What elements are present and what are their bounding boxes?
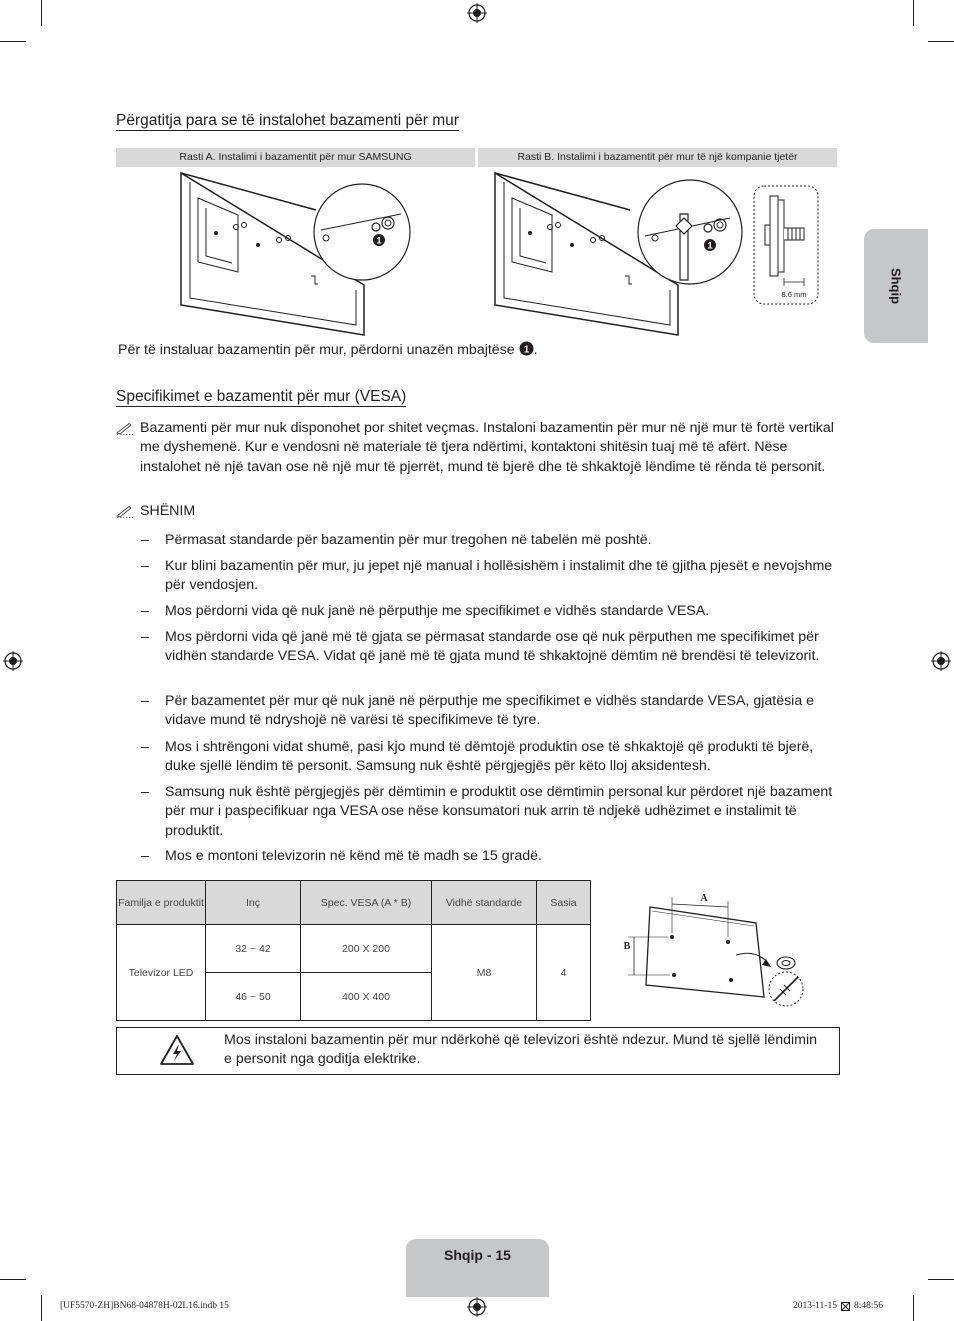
footer-timestamp: 2013-11-15 8:48:56	[793, 1301, 884, 1311]
table-header-cell: Vidhë standarde	[432, 881, 537, 925]
table-header-cell: Spec. VESA (A * B)	[301, 881, 432, 925]
case-a-header: Rasti A. Instalimi i bazamentit për mur SAMSUNG	[116, 148, 475, 167]
case-b-header: Rasti B. Instalimi i bazamentit për mur të një kompanie tjetër	[478, 148, 837, 167]
high-voltage-warning-icon	[159, 1034, 195, 1066]
warning-box	[116, 1027, 840, 1075]
list-dash: –	[141, 693, 149, 709]
table-cell-inch: 32 ~ 42	[206, 925, 301, 973]
pencil-memo-icon	[116, 423, 134, 435]
crop-mark	[41, 1295, 42, 1321]
list-item: Mos e montoni televizorin në kënd më të madh se 15 gradë.	[165, 848, 542, 864]
registration-mark-icon	[3, 651, 23, 671]
page-number-tab	[406, 1239, 549, 1297]
list-item: Mos i shtrëngoni vidat shumë, pasi kjo mund të dëmtojë produktin ose të shkaktojë që produkti të bjerë, duke sjellë lëndim të personit. Samsung nuk është përgjegjës për këto lloj aksidentesh.	[165, 739, 814, 775]
pencil-memo-icon	[116, 506, 134, 518]
list-dash: –	[141, 629, 149, 645]
table-cell-family: Televizor LED	[117, 925, 206, 1021]
list-item: Përmasat standarde për bazamentin për mur tregohen në tabelën më poshtë.	[165, 532, 652, 548]
list-dash: –	[141, 603, 149, 619]
note-wall-mount: Bazamenti për mur nuk disponohet por shitet veçmas. Instaloni bazamentin për mur në një mur të fortë vertikal me dyshemenë. Kur e vendosni në materiale të tjera ndërtimi, kontaktoni shitësin tuaj më të afërt. Nëse instalohet në një tavan ose në një mur të pjerrët, mund të bjerë dhe të shkaktojë lëndime të rënda të personit.	[140, 420, 834, 475]
section-title-vesa: Specifikimet e bazamentit për mur (VESA)	[116, 388, 407, 405]
table-row	[117, 925, 591, 973]
page-label: Shqip - 15	[444, 1247, 511, 1263]
crop-mark	[928, 41, 954, 42]
table-cell-vesa: 400 X 400	[301, 973, 432, 1021]
crop-mark	[0, 1279, 26, 1280]
list-item: Për bazamentet për mur që nuk janë në përputhje me specifikimet e vidhës standarde VESA, gjatësia e vidave mund të ndryshojë në varësi të specifikimeve të tyre.	[165, 693, 815, 729]
dimension-a-label: A	[700, 893, 708, 904]
marker-1: 1	[707, 240, 713, 251]
list-item: Mos përdorni vida që janë më të gjata se përmasat standarde ose që nuk përputhen me specifikimet për vidhën standarde VESA. Vidat që janë më të gjata mund të shkaktojnë dëmtim në brendësi të televizorit.	[165, 629, 820, 665]
crop-mark	[913, 0, 914, 26]
table-cell-inch: 46 ~ 50	[206, 973, 301, 1021]
crop-mark	[913, 1295, 914, 1321]
instruction-line: Për të instaluar bazamentin për mur, përdorni unazën mbajtëse 1 .	[118, 342, 538, 358]
list-dash: –	[141, 532, 149, 548]
list-dash: –	[141, 848, 149, 864]
vesa-diagram	[616, 885, 816, 1015]
footer-filename: [UF5570-ZH]BN68-04878H-02L16.indb 15	[60, 1301, 229, 1311]
section-title-preparation: Përgatitja para se të instalohet bazamenti për mur	[116, 112, 459, 129]
table-header-cell: Inç	[206, 881, 301, 925]
warning-text: Mos instaloni bazamentin për mur ndërkohë që televizori është ndezur. Mund të sjellë lëndimin e personit nga goditja elektrike.	[224, 1032, 818, 1068]
table-cell-screw: M8	[432, 925, 537, 1021]
language-side-tab	[864, 229, 928, 343]
table-header-cell: Familja e produktit	[117, 881, 206, 925]
list-item: Kur blini bazamentin për mur, ju jepet një manual i hollësishëm i instalimit dhe të gjitha pjesët e nevojshme për vendosjen.	[165, 558, 833, 594]
list-dash: –	[141, 558, 149, 574]
list-item: Mos përdorni vida që nuk janë në përputhje me specifikimet e vidhës standarde VESA.	[165, 603, 710, 619]
vesa-spec-table	[116, 880, 591, 1021]
crop-mark	[0, 41, 26, 42]
table-header-cell: Sasia	[537, 881, 591, 925]
case-a-illustration	[176, 170, 416, 340]
note-label: SHËNIM	[140, 503, 196, 519]
table-cell-vesa: 200 X 200	[301, 925, 432, 973]
crop-mark	[928, 1279, 954, 1280]
list-dash: –	[141, 784, 149, 800]
registration-mark-icon	[467, 3, 487, 23]
dimension-b-label: B	[623, 941, 631, 952]
table-header-row	[117, 881, 591, 925]
list-dash: –	[141, 739, 149, 755]
side-tab-label: Shqip	[888, 267, 904, 305]
dimension-label: 8.6 mm	[781, 290, 807, 299]
crop-mark	[41, 0, 42, 26]
case-b-illustration	[490, 170, 825, 340]
svg-text:1: 1	[523, 344, 529, 356]
marker-1-icon	[519, 341, 534, 356]
clock-glyph-icon	[841, 1302, 850, 1311]
registration-mark-icon	[467, 1297, 487, 1317]
registration-mark-icon	[931, 651, 951, 671]
list-item: Samsung nuk është përgjegjës për dëmtimin e produktit ose dëmtimin personal kur përdoret një bazament për mur i paspecifikuar nga VESA ose nëse konsumatori nuk arrin të ndjekë udhëzimet e instalimit të produktit.	[165, 784, 833, 839]
table-cell-qty: 4	[537, 925, 591, 1021]
marker-1: 1	[376, 235, 382, 246]
